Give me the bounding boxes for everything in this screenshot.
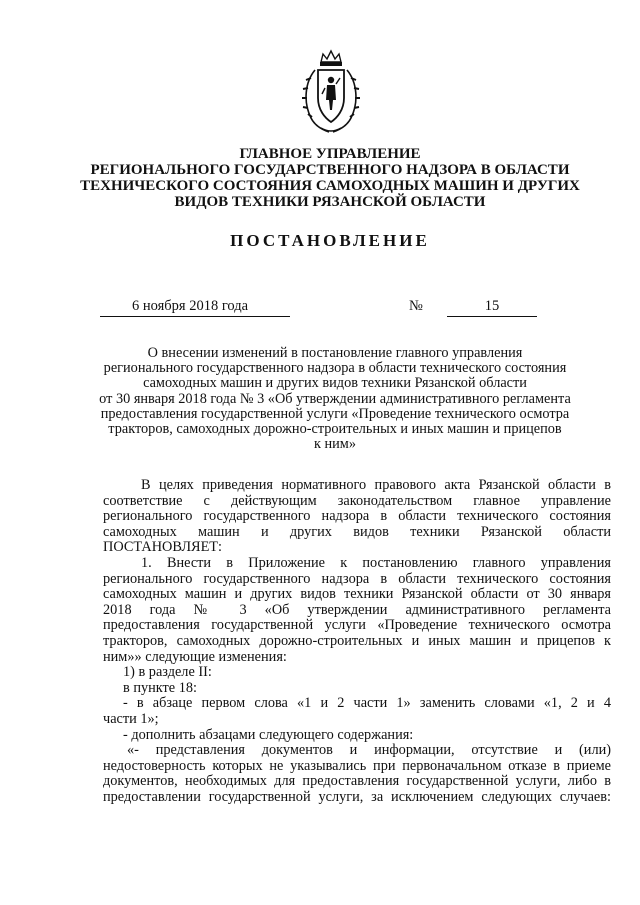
subject-line: от 30 января 2018 года № 3 «Об утверждении административного регламента xyxy=(99,390,571,407)
document-number: 15 xyxy=(447,298,537,317)
coat-of-arms-emblem xyxy=(299,48,363,136)
body-line: части 1»; xyxy=(103,710,159,727)
body-line: регионального государственного надзора в области технического состояния xyxy=(103,570,611,587)
document-subject xyxy=(80,346,590,452)
number-sign: № xyxy=(409,298,423,314)
subject-line: регионального государственного надзора в области технического состояния xyxy=(103,360,567,377)
body-line: - в абзаце первом слова «1 и 2 части 1» заменить словами «1, 2 и 4 xyxy=(123,695,611,712)
subject-line: О внесении изменений в постановление главного управления xyxy=(147,345,523,361)
body-line: В целях приведения нормативного правового акта Рязанской области в xyxy=(141,477,611,493)
document-date-field xyxy=(100,298,290,317)
subject-line: тракторов, самоходных дорожно-строительных и иных машин и прицепов xyxy=(108,421,562,438)
body-line: - дополнить абзацами следующего содержания: xyxy=(123,726,414,743)
body-line: предоставления государственной услуги «Проведение технического осмотра xyxy=(103,617,611,634)
subject-line: самоходных машин и других видов техники Рязанской области xyxy=(143,375,527,392)
body-line: в пункте 18: xyxy=(123,679,197,696)
agency-name-line: ГЛАВНОЕ УПРАВЛЕНИЕ xyxy=(239,146,421,162)
body-line: документов, необходимых для предоставления государственной услуги, либо в xyxy=(103,773,611,790)
document-date: 6 ноября 2018 года xyxy=(132,298,249,314)
body-line: соответствие с действующим законодательством главное управление xyxy=(103,492,611,509)
agency-name-line: РЕГИОНАЛЬНОГО ГОСУДАРСТВЕННОГО НАДЗОРА В ОБЛАСТИ xyxy=(90,162,570,178)
body-line: 1) в разделе II: xyxy=(123,664,212,681)
body-line: предоставлении государственной услуги, за исключением следующих случаев: xyxy=(103,788,611,805)
body-line: «- представления документов и информации, отсутствие и (или) xyxy=(127,742,611,759)
agency-name-line: ВИДОВ ТЕХНИКИ РЯЗАНСКОЙ ОБЛАСТИ xyxy=(174,194,486,210)
body-line: самоходных машин и других видов техники Рязанской области от 30 января xyxy=(103,586,611,603)
body-line: самоходных машин и других видов техники Рязанской области xyxy=(103,523,611,540)
subject-line: к ним» xyxy=(313,436,357,453)
document-body xyxy=(103,478,611,805)
body-line: 2018 года № 3 «Об утверждении административного регламента xyxy=(103,601,611,618)
body-line: 1. Внести в Приложение к постановлению главного управления xyxy=(141,554,611,571)
body-line: недостоверность которых не указывались при первоначальном отказе в приеме xyxy=(103,757,611,774)
agency-name xyxy=(70,146,590,210)
agency-name-line: ТЕХНИЧЕСКОГО СОСТОЯНИЯ САМОХОДНЫХ МАШИН И ДРУГИХ xyxy=(80,178,580,194)
body-line: ПОСТАНОВЛЯЕТ: xyxy=(103,539,223,556)
subject-line: предоставления государственной услуги «Проведение технического осмотра xyxy=(100,405,570,422)
body-line: тракторов, самоходных дорожно-строительных и иных машин и прицепов к xyxy=(103,632,611,649)
document-type-title: ПОСТАНОВЛЕНИЕ xyxy=(230,231,430,250)
body-line: ним»» следующие изменения: xyxy=(103,648,287,665)
body-line: регионального государственного надзора в области технического состояния xyxy=(103,508,611,525)
